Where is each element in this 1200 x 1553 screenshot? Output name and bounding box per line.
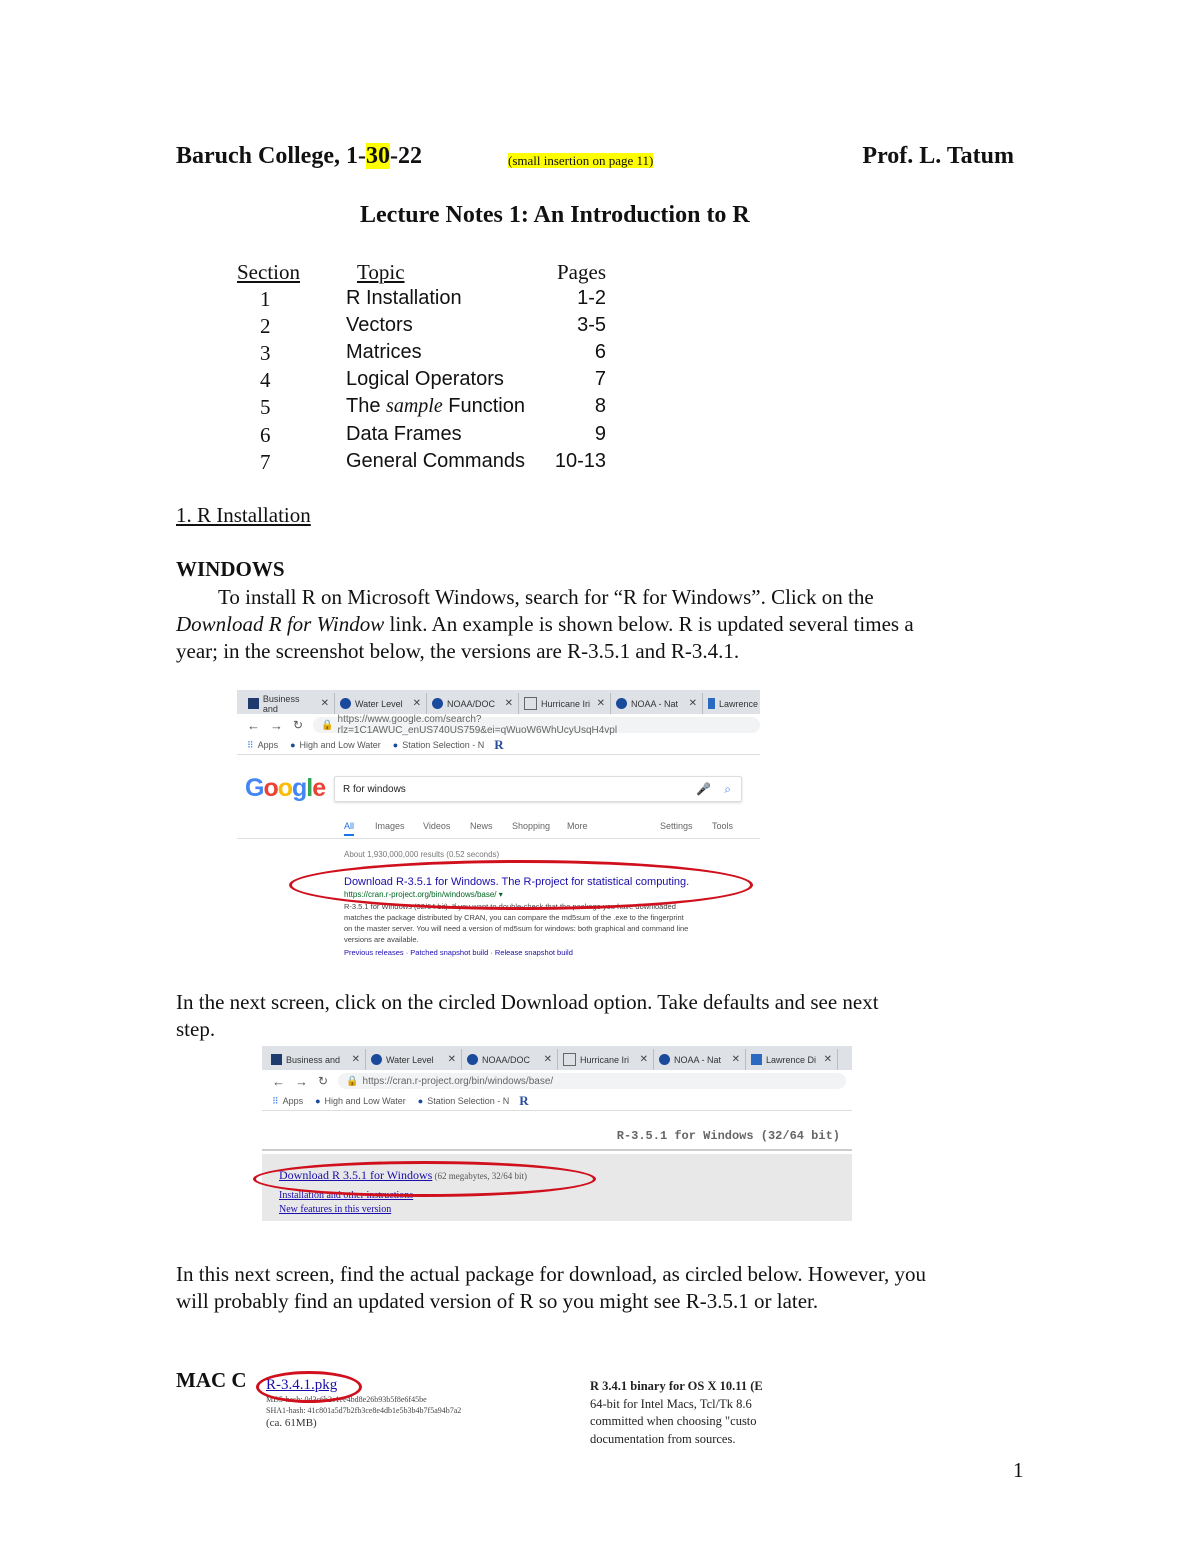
toc-pages: 3-5	[577, 314, 606, 337]
noaa-icon	[467, 1054, 478, 1065]
browser-tab[interactable]: Business and ✕	[243, 693, 335, 714]
toc-topic: The sample Function	[346, 395, 525, 418]
toc-section-number: 3	[260, 341, 271, 366]
pkg-link[interactable]: R-3.4.1.pkg	[266, 1377, 338, 1393]
browser-tab[interactable]: Hurricane Iri ✕	[558, 1049, 654, 1070]
cran-download-screenshot	[262, 1046, 852, 1221]
header-author: Prof. L. Tatum	[862, 143, 1014, 169]
toc-topic: Data Frames	[346, 422, 462, 445]
bookmarks-bar	[237, 736, 760, 755]
browser-tab[interactable]: NOAA - Nat ✕	[611, 693, 703, 714]
para3-line1: In this next screen, find the actual package for download, as circled below. However, you	[176, 1262, 927, 1286]
browser-tab[interactable]: Lawrence Di ✕	[746, 1049, 838, 1070]
close-icon[interactable]: ✕	[412, 698, 421, 709]
google-logo[interactable]: Google	[245, 774, 326, 802]
bookmark-r[interactable]: R	[519, 1093, 529, 1108]
result-url[interactable]: https://cran.r-project.org/bin/windows/base/ ▾	[344, 890, 503, 899]
package-description: R 3.4.1 binary for OS X 10.11 (E 64-bit for Intel Macs, Tcl/Tk 8.6 committed when choosing "custo documentation from sources.	[590, 1379, 763, 1446]
toc-pages: 9	[594, 422, 606, 445]
reload-icon[interactable]: ↻	[293, 718, 304, 732]
close-icon[interactable]: ✕	[731, 1054, 740, 1065]
lock-icon: 🔒	[321, 719, 334, 731]
bookmark-apps[interactable]: Apps	[282, 1096, 304, 1106]
microphone-icon[interactable]: 🎤	[696, 782, 711, 796]
toc-topic: Matrices	[346, 341, 422, 364]
apps-grid-icon: ⠿	[247, 739, 254, 750]
header-note: (small insertion on page 11)	[508, 153, 654, 168]
browser-tab[interactable]: Water Level ✕	[335, 693, 427, 714]
noaa-icon	[616, 698, 627, 709]
tab-more[interactable]: More	[567, 821, 588, 831]
noaa-icon	[371, 1054, 382, 1065]
browser-tab[interactable]: NOAA/DOC ✕	[427, 693, 519, 714]
result-stats: About 1,930,000,000 results (0.52 seconds)	[344, 850, 500, 859]
para3-line2: will probably find an updated version of R so you might see R-3.5.1 or later.	[176, 1289, 819, 1313]
bookmark-apps[interactable]: Apps	[257, 740, 279, 750]
instructions-link[interactable]: Installation and other instructions	[279, 1190, 414, 1201]
toc-pages: 6	[594, 341, 606, 364]
new-features-link[interactable]: New features in this version	[279, 1204, 392, 1215]
page-title: Lecture Notes 1: An Introduction to R	[360, 202, 750, 228]
bookmark-item[interactable]: High and Low Water	[299, 740, 381, 750]
back-icon[interactable]: ←	[247, 717, 260, 733]
browser-tab[interactable]: Water Level ✕	[366, 1049, 462, 1070]
sha1-hash: SHA1-hash: 41c801a5d7b2fb3ce8e4db1e5b3b4b7f5a94b7a2	[266, 1406, 462, 1415]
md5-hash: MD5-hash: 0d3c6b2c1ee4bd8e26b93b5f8e6f45be	[266, 1395, 427, 1404]
site-icon	[751, 1054, 762, 1065]
google-search-screenshot	[237, 690, 760, 960]
reload-icon[interactable]: ↻	[318, 1074, 329, 1088]
browser-tab[interactable]: NOAA/DOC ✕	[462, 1049, 558, 1070]
result-sublinks[interactable]: Previous releases · Patched snapshot build · Release snapshot build	[344, 948, 573, 957]
result-snippet: R-3.5.1 for Windows (32/64 bit). If you want to double-check that the package you have downloaded matches the package distributed by CRAN, you can compare the md5sum of the .exe to the fingerprint on the master server. You will need a version of md5sum for windows: both graphical and command line versions are available.	[344, 902, 689, 944]
para1-line1: To install R on Microsoft Windows, search for “R for Windows”. Click on the	[218, 585, 874, 609]
tab-settings[interactable]: Settings	[660, 821, 693, 831]
toc-section-number: 2	[260, 314, 271, 339]
bookmark-r[interactable]: R	[494, 737, 504, 752]
section-heading: 1. R Installation	[176, 503, 311, 527]
browser-nav-bar	[262, 1070, 852, 1092]
toc-topic: Vectors	[346, 314, 413, 337]
close-icon[interactable]: ✕	[596, 698, 605, 709]
browser-tab[interactable]: NOAA - Nat ✕	[654, 1049, 746, 1070]
toc-header-section: Section	[237, 260, 300, 284]
site-icon	[248, 698, 259, 709]
lock-icon: 🔒	[346, 1075, 359, 1087]
bookmarks-bar	[262, 1092, 852, 1111]
noaa-icon: ●	[290, 740, 296, 750]
search-icon[interactable]: ⌕	[724, 781, 731, 796]
tab-videos[interactable]: Videos	[423, 821, 451, 831]
tab-tools[interactable]: Tools	[712, 821, 734, 831]
tab-shopping[interactable]: Shopping	[512, 821, 551, 831]
toc-section-number: 6	[260, 422, 271, 447]
toc-section-number: 4	[260, 368, 271, 393]
close-icon[interactable]: ✕	[351, 1054, 360, 1065]
close-icon[interactable]: ✕	[543, 1054, 552, 1065]
browser-tab[interactable]: Business and ✕	[266, 1049, 366, 1070]
noaa-icon: ●	[315, 1096, 321, 1106]
bookmark-item[interactable]: High and Low Water	[324, 1096, 406, 1106]
bookmark-item[interactable]: Station Selection - N	[427, 1096, 510, 1106]
search-input[interactable]: R for windows 🎤 ⌕	[334, 776, 742, 802]
toc-header-topic: Topic	[357, 260, 405, 284]
close-icon[interactable]: ✕	[823, 1054, 832, 1065]
toc-pages: 8	[594, 395, 606, 418]
header-left: Baruch College, 1-30-22	[176, 143, 422, 169]
para2-line1: In the next screen, click on the circled Download option. Take defaults and see next	[176, 990, 879, 1014]
tab-all[interactable]: All	[344, 821, 354, 836]
mac-heading: MAC C	[176, 1368, 247, 1392]
site-icon	[708, 698, 715, 709]
mac-download-screenshot	[258, 1372, 778, 1450]
tab-images[interactable]: Images	[375, 821, 405, 831]
close-icon[interactable]: ✕	[688, 698, 697, 709]
download-row: Download R 3.5.1 for Windows (62 megabytes, 32/64 bit)	[279, 1168, 528, 1182]
noaa-icon	[340, 698, 351, 709]
browser-tab-bar	[262, 1046, 852, 1070]
toc-topic: Logical Operators	[346, 368, 504, 391]
cran-content-box	[262, 1154, 852, 1221]
close-icon[interactable]: ✕	[447, 1054, 456, 1065]
forward-icon[interactable]: →	[270, 717, 283, 733]
close-icon[interactable]: ✕	[639, 1054, 648, 1065]
noaa-icon	[659, 1054, 670, 1065]
browser-tab[interactable]: Lawrence	[703, 693, 760, 714]
toc-section-number: 7	[260, 449, 271, 474]
para1-line3: year; in the screenshot below, the versions are R-3.5.1 and R-3.4.1.	[176, 639, 740, 663]
toc-pages: 10-13	[554, 449, 606, 472]
toc-topic: R Installation	[346, 287, 462, 309]
toc-section-number: 5	[260, 395, 271, 420]
apps-grid-icon: ⠿	[272, 1095, 279, 1106]
forward-icon[interactable]: →	[295, 1073, 308, 1089]
page-number: 1	[1013, 1458, 1024, 1482]
close-icon[interactable]: ✕	[504, 698, 513, 709]
toc-header-pages: Pages	[557, 260, 606, 284]
toc-pages: 1-2	[577, 287, 606, 309]
browser-tab-bar	[237, 690, 760, 714]
bookmark-item[interactable]: Station Selection - N	[402, 740, 485, 750]
toc-section-number: 1	[260, 287, 271, 311]
result-title-link[interactable]: Download R-3.5.1 for Windows. The R-project for statistical computing.	[344, 876, 690, 888]
close-icon[interactable]: ✕	[320, 698, 329, 709]
address-bar[interactable]: 🔒 https://cran.r-project.org/bin/windows/base/	[338, 1073, 846, 1089]
document-icon	[524, 697, 537, 710]
browser-tab[interactable]: Hurricane Iri ✕	[519, 693, 611, 714]
cran-heading: R-3.5.1 for Windows (32/64 bit)	[616, 1129, 840, 1143]
date-highlight: 30	[365, 143, 390, 169]
browser-nav-bar	[237, 714, 760, 736]
toc-topic: General Commands	[346, 449, 525, 472]
noaa-icon: ●	[392, 740, 399, 750]
download-r-link[interactable]: Download R 3.5.1 for Windows	[279, 1168, 433, 1182]
para2-line2: step.	[176, 1017, 216, 1041]
site-icon	[271, 1054, 282, 1065]
tab-news[interactable]: News	[470, 821, 493, 831]
package-size: (ca. 61MB)	[266, 1417, 317, 1429]
noaa-icon: ●	[417, 1096, 424, 1106]
address-bar[interactable]: 🔒 https://www.google.com/search?rlz=1C1AWUC_enUS740US759&ei=qWuoW6WhUcyUsqH4vpl	[313, 717, 760, 733]
windows-heading: WINDOWS	[176, 557, 285, 581]
document-icon	[563, 1053, 576, 1066]
para1-line2: Download R for Window link. An example is shown below. R is updated several times a	[176, 612, 914, 636]
back-icon[interactable]: ←	[272, 1073, 285, 1089]
toc-pages: 7	[594, 368, 606, 391]
search-nav-tabs	[237, 818, 760, 839]
cran-header-band	[262, 1121, 852, 1151]
noaa-icon	[432, 698, 443, 709]
